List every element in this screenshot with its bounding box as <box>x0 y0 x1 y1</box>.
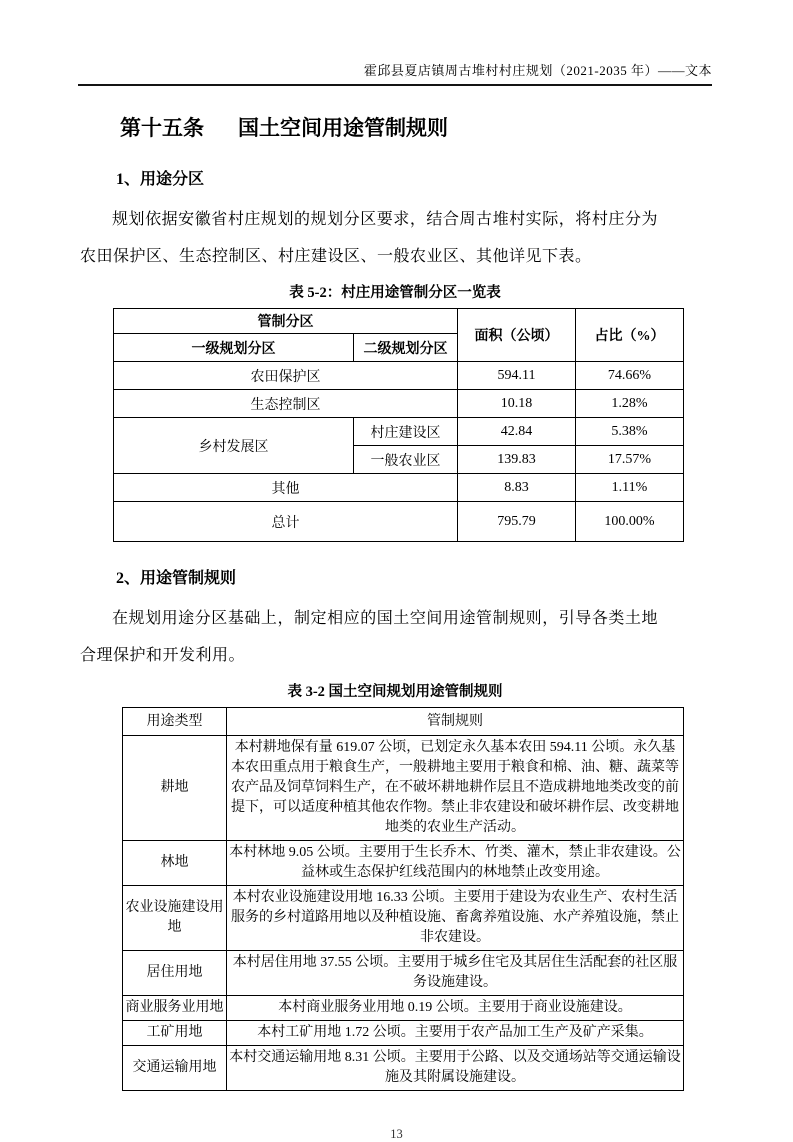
section-1-heading: 1、用途分区 <box>116 171 205 188</box>
zone-name-cell: 乡村发展区 <box>114 418 354 474</box>
land-type-cell: 耕地 <box>123 736 227 841</box>
land-type-cell: 居住用地 <box>123 951 227 996</box>
zoning-table <box>113 308 684 542</box>
column-header-level2: 二级规划分区 <box>354 334 458 362</box>
table-row <box>123 841 684 886</box>
table-row <box>123 996 684 1021</box>
land-type-cell: 林地 <box>123 841 227 886</box>
land-type-cell: 交通运输用地 <box>123 1046 227 1091</box>
column-header-zone-group: 管制分区 <box>114 309 458 334</box>
section-2-heading: 2、用途管制规则 <box>116 570 237 587</box>
rule-cell: 本村交通运输用地 8.31 公顷。主要用于公路、以及交通场站等交通运输设施及其附属设施建设。 <box>227 1046 684 1091</box>
zone-name-cell: 生态控制区 <box>114 390 458 418</box>
ratio-cell: 5.38% <box>576 418 684 446</box>
land-type-cell: 工矿用地 <box>123 1021 227 1046</box>
ratio-cell: 74.66% <box>576 362 684 390</box>
zone-name-cell: 农田保护区 <box>114 362 458 390</box>
article-title-text: 国土空间用途管制规则 <box>238 116 448 140</box>
area-cell: 795.79 <box>458 502 576 542</box>
area-cell: 594.11 <box>458 362 576 390</box>
rule-cell: 本村居住用地 37.55 公顷。主要用于城乡住宅及其居住生活配套的社区服务设施建设。 <box>227 951 684 996</box>
table-row <box>114 474 684 502</box>
article-title <box>120 113 793 143</box>
table-total-row <box>114 502 684 542</box>
header-rule <box>78 84 712 86</box>
rule-cell: 本村工矿用地 1.72 公顷。主要用于农产品加工生产及矿产采集。 <box>227 1021 684 1046</box>
table-header-row <box>114 309 684 334</box>
rule-cell: 本村林地 9.05 公顷。主要用于生长乔木、竹类、灌木，禁止非农建设。公益林或生态保护红线范围内的林地禁止改变用途。 <box>227 841 684 886</box>
subzone-name-cell: 一般农业区 <box>354 446 458 474</box>
column-header-rule: 管制规则 <box>227 708 684 736</box>
column-header-area: 面积（公顷） <box>458 309 576 362</box>
ratio-cell: 100.00% <box>576 502 684 542</box>
page-number: 13 <box>390 1127 403 1141</box>
column-header-level1: 一级规划分区 <box>114 334 354 362</box>
zone-name-cell: 总计 <box>114 502 458 542</box>
ratio-cell: 17.57% <box>576 446 684 474</box>
column-header-ratio: 占比（%） <box>576 309 684 362</box>
area-cell: 139.83 <box>458 446 576 474</box>
running-head: 霍邱县夏店镇周古堆村村庄规划（2021-2035 年）——文本 <box>363 63 712 78</box>
area-cell: 42.84 <box>458 418 576 446</box>
table-row <box>123 1046 684 1091</box>
table-row <box>114 418 684 446</box>
table-2-caption: 表 3-2 国土空间规划用途管制规则 <box>287 684 503 700</box>
article-number: 第十五条 <box>120 116 204 140</box>
land-type-cell: 商业服务业用地 <box>123 996 227 1021</box>
area-cell: 8.83 <box>458 474 576 502</box>
table-row <box>123 736 684 841</box>
area-cell: 10.18 <box>458 390 576 418</box>
ratio-cell: 1.11% <box>576 474 684 502</box>
land-type-cell: 农业设施建设用地 <box>123 886 227 951</box>
rule-cell: 本村耕地保有量 619.07 公顷，已划定永久基本农田 594.11 公顷。永久基本农田重点用于粮食生产，一般耕地主要用于粮食和棉、油、糖、蔬菜等农产品及饲草饲料生产，在不破坏耕地耕作层且不造成耕地地类改变的前提下，可以适度种植其他农作物。禁止非农建设和破坏耕作层、改变耕地地类的农业生产活动。 <box>227 736 684 841</box>
land-use-rules-table <box>122 707 684 1091</box>
section-2-paragraph: 在规划用途分区基础上，制定相应的国土空间用途管制规则，引导各类土地合理保护和开发利用。 <box>80 610 658 664</box>
table-1-caption: 表 5-2：村庄用途管制分区一览表 <box>289 285 501 301</box>
table-row <box>114 390 684 418</box>
ratio-cell: 1.28% <box>576 390 684 418</box>
table-row <box>123 1021 684 1046</box>
zone-name-cell: 其他 <box>114 474 458 502</box>
subzone-name-cell: 村庄建设区 <box>354 418 458 446</box>
rule-cell: 本村商业服务业用地 0.19 公顷。主要用于商业设施建设。 <box>227 996 684 1021</box>
table-row <box>114 362 684 390</box>
section-1-paragraph: 规划依据安徽省村庄规划的规划分区要求，结合周古堆村实际，将村庄分为农田保护区、生态控制区、村庄建设区、一般农业区、其他详见下表。 <box>80 211 658 265</box>
table-row <box>123 951 684 996</box>
table-header-row <box>123 708 684 736</box>
rule-cell: 本村农业设施建设用地 16.33 公顷。主要用于建设为农业生产、农村生活服务的乡村道路用地以及种植设施、畜禽养殖设施、水产养殖设施，禁止非农建设。 <box>227 886 684 951</box>
table-row <box>123 886 684 951</box>
column-header-land-type: 用途类型 <box>123 708 227 736</box>
